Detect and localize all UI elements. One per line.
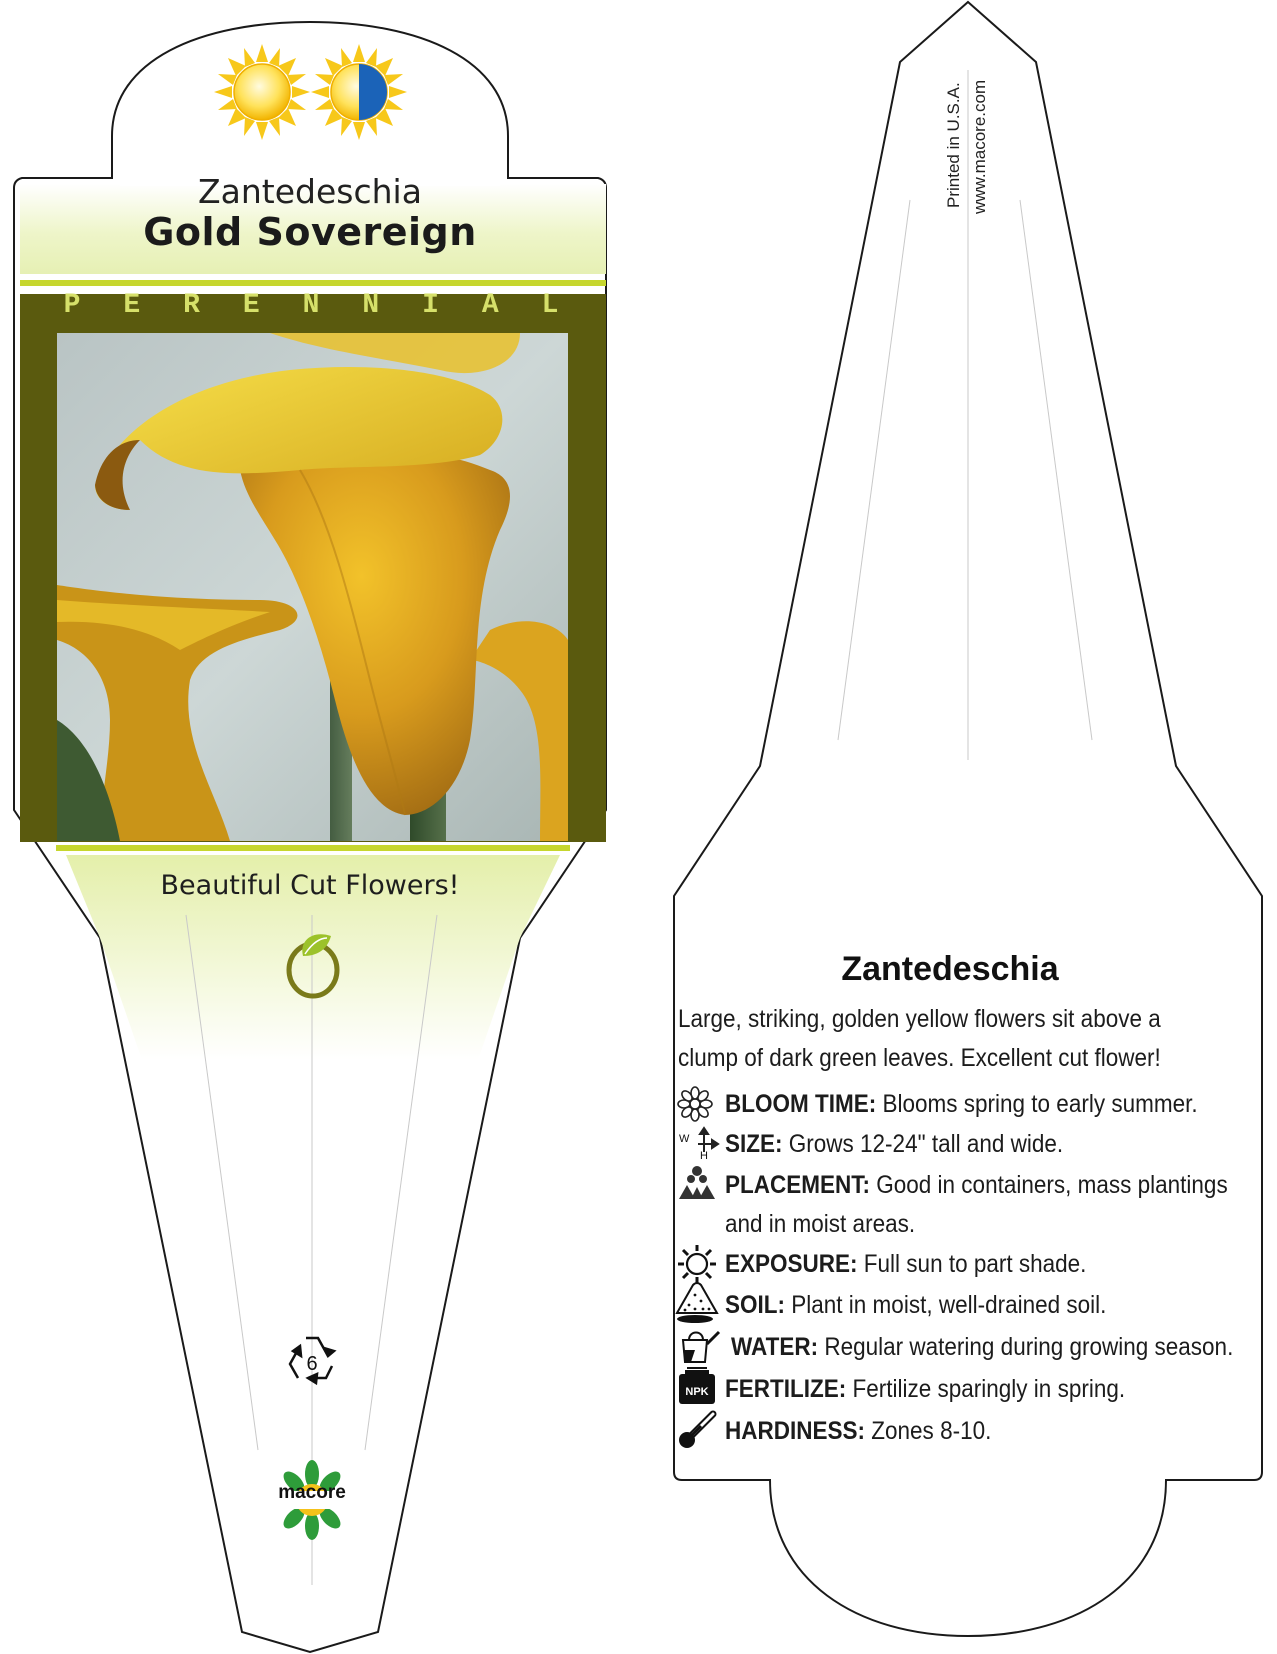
attribute-value: Regular watering during growing season. — [824, 1333, 1234, 1361]
category-letter: N — [302, 290, 320, 321]
attribute-label: BLOOM TIME: — [725, 1090, 877, 1118]
attribute-label: WATER: — [731, 1333, 819, 1361]
back-description: Large, striking, golden yellow flowers sit above a clump of dark green leaves. Excellent cut flower! — [678, 1005, 1161, 1072]
attribute-value: Good in containers, mass plantings and in moist areas. — [725, 1171, 1228, 1238]
attribute-value: Zones 8-10. — [871, 1417, 992, 1445]
lime-divider-top — [20, 280, 606, 286]
attribute-row-exposure — [725, 1245, 1277, 1284]
attribute-label: FERTILIZE: — [725, 1375, 847, 1403]
front-genus-name: Zantedeschia — [198, 172, 422, 211]
front-tagline: Beautiful Cut Flowers! — [160, 870, 460, 901]
attribute-value: Plant in moist, well-drained soil. — [791, 1291, 1107, 1319]
category-letter: L — [541, 290, 559, 321]
printed-in-label: Printed in U.S.A. — [944, 82, 963, 208]
attribute-label: SIZE: — [725, 1130, 783, 1158]
recycle-number: 6 — [306, 1353, 318, 1375]
size-icon-h-letter: H — [700, 1150, 708, 1162]
front-cultivar-name: Gold Sovereign — [143, 210, 477, 254]
website-label: www.macore.com — [970, 79, 989, 214]
attribute-value: Full sun to part shade. — [863, 1250, 1087, 1278]
category-letter: N — [362, 290, 380, 321]
attribute-label: EXPOSURE: — [725, 1250, 858, 1278]
category-letter: E — [242, 290, 260, 321]
attribute-row-bloom-time — [725, 1085, 1277, 1124]
attribute-value: Grows 12-24" tall and wide. — [788, 1130, 1064, 1158]
category-label — [40, 290, 582, 321]
attribute-row-water — [731, 1328, 1277, 1367]
attribute-row-fertilize — [725, 1370, 1277, 1409]
attribute-label: SOIL: — [725, 1291, 786, 1319]
attribute-row-soil — [725, 1286, 1277, 1325]
attribute-value: Blooms spring to early summer. — [882, 1090, 1198, 1118]
full-sun-icon — [214, 44, 310, 140]
brand-name: macore — [278, 1482, 346, 1503]
attribute-label: PLACEMENT: — [725, 1171, 870, 1199]
attribute-value: Fertilize sparingly in spring. — [852, 1375, 1126, 1403]
npk-icon-text: NPK — [685, 1386, 709, 1398]
category-letter: P — [63, 290, 81, 321]
part-shade-icon — [311, 44, 407, 140]
back-title: Zantedeschia — [841, 950, 1059, 988]
attribute-label: HARDINESS: — [725, 1417, 866, 1445]
attribute-row-size — [725, 1125, 1277, 1164]
attribute-row-hardiness — [725, 1412, 1277, 1451]
category-letter: A — [481, 290, 499, 321]
lime-divider-bottom — [56, 845, 570, 851]
category-letter: E — [123, 290, 141, 321]
size-icon-w-letter: W — [679, 1133, 690, 1145]
category-letter: R — [183, 290, 200, 321]
attribute-row-placement — [725, 1166, 1247, 1244]
calla-lily-photo — [57, 333, 568, 841]
category-letter: I — [422, 290, 439, 321]
